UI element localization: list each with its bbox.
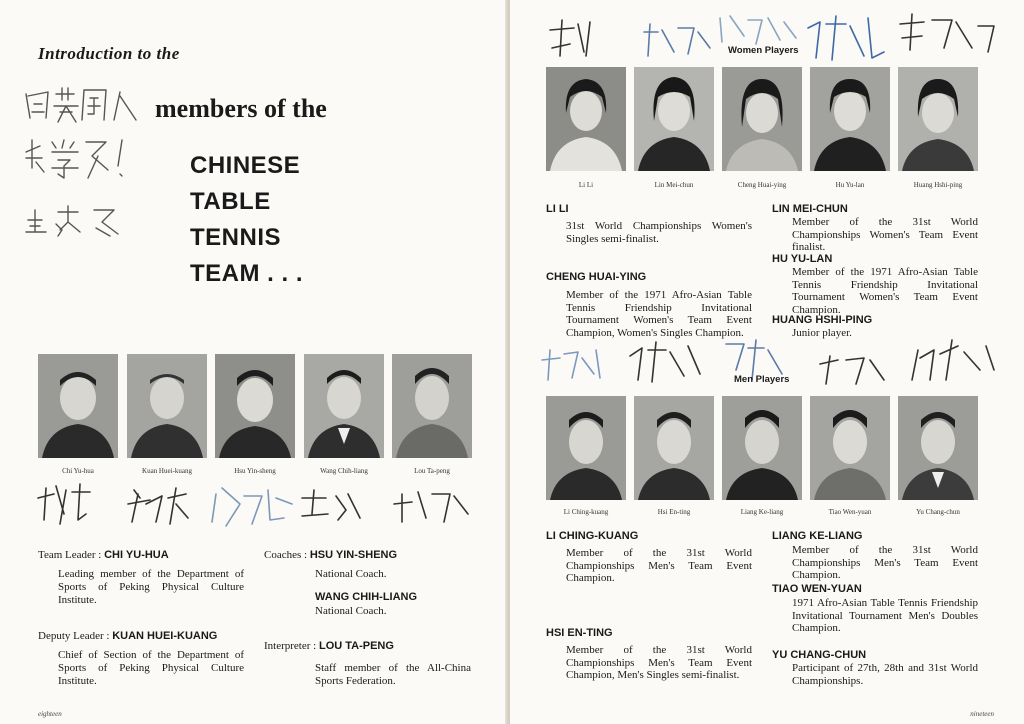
portrait-photo — [722, 396, 802, 500]
portrait-photo — [722, 67, 802, 171]
photo-caption: Li Ching-kuang — [563, 508, 609, 516]
photo-caption: Hsi En-ting — [657, 508, 691, 516]
deputy-leader-label: Deputy Leader : — [38, 630, 110, 642]
interpreter-label: Interpreter : — [264, 640, 317, 652]
coach-desc-2: National Coach. — [315, 605, 387, 617]
player-name: LI CHING-KUANG — [546, 530, 639, 542]
photo-caption: Huang Hshi-ping — [913, 181, 963, 189]
interpreter-line — [264, 640, 394, 652]
team-title-line: TEAM . . . — [190, 260, 303, 287]
coaches-line — [264, 549, 397, 561]
player-name: HUANG HSHI-PING — [772, 314, 873, 326]
player-name: TIAO WEN-YUAN — [772, 583, 862, 595]
player-desc: 1971 Afro-Asian Table Tennis Friendship Invitational Tournament Men's Doubles Champion. — [792, 597, 978, 634]
photo-caption: Cheng Huai-ying — [737, 181, 787, 189]
members-heading: members of the — [155, 94, 327, 123]
women-players-label: Women Players — [728, 45, 799, 56]
team-leader-name: CHI YU-HUA — [104, 549, 169, 561]
player-desc: Member of the 31st World Championships Women's Team Event finalist. — [792, 216, 978, 253]
coach-name-2: WANG CHIH-LIANG — [315, 591, 418, 603]
photo-caption: Li Li — [578, 181, 594, 189]
player-desc: Member of the 1971 Afro-Asian Table Tennis Friendship Invitational Tournament Women's Team Event Champion, Women's Singles Champion. — [566, 289, 752, 339]
portrait-photo — [810, 396, 890, 500]
team-title-line: TENNIS — [190, 224, 282, 251]
left-page — [0, 0, 509, 724]
photo-caption: Lou Ta-peng — [414, 467, 450, 475]
coaches-label: Coaches : — [264, 549, 308, 561]
portrait-photo — [634, 67, 714, 171]
deputy-leader-name: KUAN HUEI-KUANG — [112, 630, 218, 642]
photo-caption: Tiao Wen-yuan — [828, 508, 872, 516]
photo-caption: Liang Ke-liang — [740, 508, 784, 516]
player-desc: Participant of 27th, 28th and 31st World Championships. — [792, 662, 978, 687]
photo-caption: Wang Chih-liang — [320, 467, 368, 475]
photo-caption: Lin Mei-chun — [654, 181, 694, 189]
women-signatures — [540, 8, 1010, 68]
coach-name-1: HSU YIN-SHENG — [309, 549, 398, 561]
portrait-photo — [634, 396, 714, 500]
portrait-photo — [392, 354, 472, 458]
player-name: LI LI — [546, 203, 569, 215]
player-desc: Junior player. — [792, 327, 852, 339]
intro-heading: Introduction to the — [38, 44, 180, 63]
photo-caption: Hsu Yin-sheng — [234, 467, 276, 475]
portrait-photo — [546, 396, 626, 500]
handwritten-greeting — [18, 82, 158, 252]
portrait-photo — [127, 354, 207, 458]
team-title — [190, 148, 303, 292]
portrait-photo — [215, 354, 295, 458]
player-desc: Member of the 31st World Championships Men's Team Event Champion. — [566, 547, 752, 584]
coach-desc-1: National Coach. — [315, 568, 387, 580]
team-leader-desc: Leading member of the Department of Sports of Peking Physical Culture Institute. — [58, 568, 244, 606]
player-name: CHENG HUAI-YING — [546, 271, 647, 283]
player-name: HU YU-LAN — [772, 253, 833, 265]
player-desc: Member of the 31st World Championships Men's Team Event Champion. — [792, 544, 978, 581]
player-desc: Member of the 31st World Championships Men's Team Event Champion, Men's Singles semi-finalist. — [566, 644, 752, 681]
portrait-photo — [38, 354, 118, 458]
interpreter-desc: Staff member of the All-China Sports Federation. — [315, 662, 471, 687]
interpreter-name: LOU TA-PENG — [318, 640, 394, 652]
player-name: LIANG KE-LIANG — [772, 530, 863, 542]
team-leader-line — [38, 549, 169, 561]
player-desc: Member of the 1971 Afro-Asian Table Tennis Friendship Invitational Tournament Women's Team Event Champion. — [792, 266, 978, 316]
portrait-photo — [810, 67, 890, 171]
men-players-label: Men Players — [734, 374, 790, 385]
photo-caption: Yu Chang-chun — [916, 508, 960, 516]
player-name: HSI EN-TING — [546, 627, 613, 639]
right-page — [510, 0, 1024, 724]
team-title-line: TABLE — [190, 188, 271, 215]
officials-signatures — [30, 474, 480, 536]
deputy-leader-line — [38, 630, 217, 642]
player-name: LIN MEI-CHUN — [772, 203, 848, 215]
photo-caption: Chi Yu-hua — [62, 467, 94, 475]
player-desc: 31st World Championships Women's Singles semi-finalist. — [566, 220, 752, 245]
deputy-leader-desc: Chief of Section of the Department of Sports of Peking Physical Culture Institute. — [58, 649, 244, 687]
portrait-photo — [304, 354, 384, 458]
team-leader-label: Team Leader : — [38, 549, 102, 561]
team-title-line: CHINESE — [190, 152, 301, 179]
portrait-photo — [898, 396, 978, 500]
photo-caption: Hu Yu-lan — [835, 181, 865, 189]
player-name: YU CHANG-CHUN — [772, 649, 867, 661]
portrait-photo — [546, 67, 626, 171]
page-number: eighteen — [38, 710, 62, 718]
page-number: nineteen — [970, 710, 994, 718]
photo-caption: Kuan Huei-kuang — [142, 467, 192, 475]
portrait-photo — [898, 67, 978, 171]
